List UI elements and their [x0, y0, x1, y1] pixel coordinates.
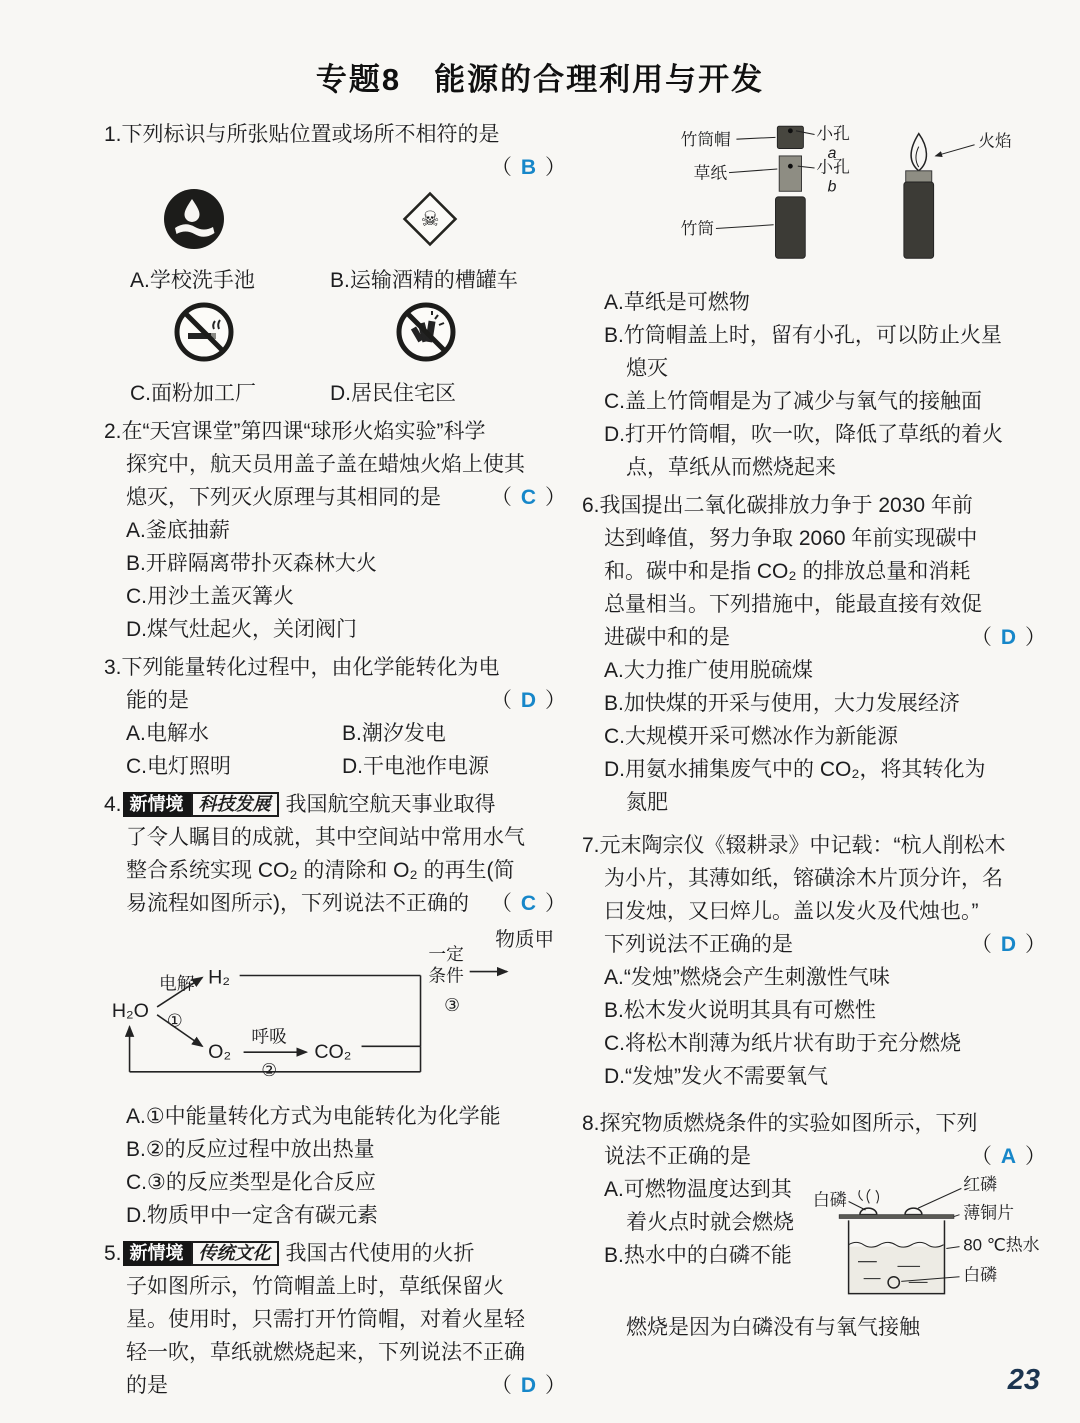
small-hole-a-letter: a [827, 144, 837, 162]
stem-text: 进碳中和的是 [604, 626, 730, 649]
context-badge: 新情境 [123, 792, 191, 817]
option-line: B.松木发火说明其具有可燃性 [604, 999, 876, 1022]
option-line-continued: 氮肥 [626, 791, 668, 814]
stem-line: 7.元末陶宗仪《辍耕录》中记载：“杭人削松木 [582, 834, 1006, 857]
q8-options-and-figure [582, 1173, 1046, 1311]
answer-paren-close: ） [545, 486, 566, 509]
fire-starter-figure [662, 120, 1046, 280]
stem-line: 3.下列能量转化过程中，由化学能转化为电 [104, 656, 500, 679]
stem-line: 子如图所示，竹筒帽盖上时，草纸保留火 [126, 1275, 504, 1298]
white-phosphorus-sample [860, 1208, 877, 1215]
question-1 [104, 118, 566, 410]
stem-line: 达到峰值，努力争取 2060 年前实现碳中 [604, 527, 978, 550]
answer-paren-open: （ [490, 1374, 512, 1397]
combustion-experiment-diagram [811, 1175, 1046, 1307]
option-line-continued: 熄灭 [626, 357, 668, 380]
red-phosphorus-sample [905, 1208, 922, 1215]
flame-label: 火焰 [978, 131, 1012, 151]
small-hole-a-label: 小孔 [816, 124, 850, 144]
answer-letter: C [520, 486, 536, 509]
hot-water-label: 80 ℃热水 [963, 1235, 1040, 1255]
answer-paren-close: ） [545, 156, 566, 179]
answer-letter: D [520, 689, 536, 712]
option-line: B.②的反应过程中放出热量 [126, 1138, 375, 1161]
option-d-label: D.居民住宅区 [330, 382, 456, 405]
option-line: A.釜底抽薪 [126, 519, 230, 542]
h2o-label: H₂O [111, 999, 149, 1022]
condition-label-1: 一定 [428, 943, 464, 964]
step-3-label: ③ [444, 994, 460, 1015]
product-label: 物质甲 [495, 929, 555, 952]
white-phosphorus-label: 白磷 [812, 1190, 847, 1210]
q1-answer-line [104, 151, 566, 184]
stem-line: 轻一吹，草纸就燃烧起来，下列说法不正确 [126, 1341, 525, 1364]
answer-marker [491, 684, 566, 717]
stem-text: 易流程如图所示)，下列说法不正确的 [126, 892, 469, 915]
answer-letter: A [1000, 1145, 1016, 1168]
stem-text: 说法不正确的是 [604, 1145, 751, 1168]
question-5-options [582, 286, 1046, 484]
stem-line: 8.探究物质燃烧条件的实验如图所示，下列 [582, 1112, 978, 1135]
toxic-hazard-diamond-icon [398, 187, 462, 261]
straw-paper-label: 草纸 [693, 163, 728, 183]
co2-label: CO₂ [314, 1041, 352, 1064]
option-line: A.①中能量转化方式为电能转化为化学能 [126, 1105, 501, 1128]
right-column [582, 118, 1046, 1349]
option-line-continued: 燃烧是因为白磷没有与氧气接触 [626, 1316, 920, 1339]
question-7 [582, 829, 1046, 1093]
answer-paren-open: （ [490, 486, 512, 509]
option-d-label: D.干电池作电源 [342, 755, 489, 778]
option-line: D.煤气灶起火，关闭阀门 [126, 618, 357, 641]
answer-paren-open: （ [970, 626, 992, 649]
answer-marker [971, 1140, 1046, 1173]
option-b-label: B.潮汐发电 [342, 722, 446, 745]
q5-header [104, 1237, 566, 1270]
answer-marker [491, 156, 566, 179]
option-line: D.“发烛”发火不需要氧气 [604, 1065, 828, 1088]
answer-paren-close: ） [545, 1374, 566, 1397]
option-line: B.热水中的白磷不能 [604, 1244, 792, 1267]
electrolysis-flow-diagram [104, 925, 566, 1095]
stem-text: 能的是 [126, 689, 189, 712]
question-5 [104, 1237, 566, 1402]
q1-options-row-2 [104, 377, 566, 410]
answer-letter: C [520, 892, 536, 915]
stem-line-with-answer [104, 1369, 566, 1402]
q1-sign-row-2 [104, 300, 566, 374]
answer-paren-close: ） [545, 892, 566, 915]
stem-line-with-answer [582, 928, 1046, 961]
answer-paren-open: （ [490, 892, 512, 915]
option-line: C.将松木削薄为纸片状有助于充分燃烧 [604, 1032, 961, 1055]
answer-paren-open: （ [490, 689, 512, 712]
bamboo-cap-label: 竹筒帽 [680, 129, 731, 149]
stem-text: 下列说法不正确的是 [604, 933, 793, 956]
step-2-label: ② [261, 1059, 278, 1080]
paper-roll-shape [779, 156, 801, 191]
answer-letter: D [1000, 626, 1016, 649]
answer-paren-open: （ [970, 933, 992, 956]
option-a-label: A.电解水 [126, 722, 209, 745]
electrolysis-label: 电解 [159, 973, 195, 994]
stem-line: 探究中，航天员用盖子盖在蜡烛火焰上使其 [126, 453, 525, 476]
option-line: A.草纸是可燃物 [604, 291, 750, 314]
option-line: A.大力推广使用脱硫煤 [604, 659, 813, 682]
question-number: 4. [104, 793, 122, 816]
question-8 [582, 1107, 1046, 1344]
option-line-continued: 点，草纸从而燃烧起来 [626, 456, 836, 479]
stem-line: 为小片，其薄如纸，镕磺涂木片顶分许，名 [604, 867, 1003, 890]
o2-label: O₂ [208, 1041, 232, 1064]
answer-paren-close: ） [1025, 626, 1046, 649]
answer-letter: D [1000, 933, 1016, 956]
option-line: B.加快煤的开采与使用，大力发展经济 [604, 692, 960, 715]
answer-marker [971, 621, 1046, 654]
stem-text: 我国航空航天事业取得 [285, 793, 496, 816]
question-6 [582, 489, 1046, 819]
question-4 [104, 788, 566, 1232]
stem-line: 2.在“天宫课堂”第四课“球形火焰实验”科学 [104, 420, 486, 443]
q3-options-row-2 [104, 750, 566, 783]
q1-sign-row-1 [104, 187, 566, 261]
step-1-label: ① [166, 1010, 183, 1031]
option-line: D.用氨水捕集废气中的 CO₂，将其转化为 [604, 758, 986, 781]
option-line: A.可燃物温度达到其 [604, 1178, 792, 1201]
stem-line-with-answer [582, 621, 1046, 654]
answer-paren-open: （ [970, 1145, 992, 1168]
breathing-label: 呼吸 [251, 1026, 287, 1047]
option-line-continued: 着火点时就会燃烧 [626, 1211, 794, 1234]
flame-shape [911, 134, 926, 171]
stem-line-with-answer [104, 481, 566, 514]
option-line: B.竹筒帽盖上时，留有小孔，可以防止火星 [604, 324, 1002, 347]
stem-text: 熄灭，下列灭火原理与其相同的是 [126, 486, 441, 509]
theme-badge: 科技发展 [191, 792, 279, 817]
question-3 [104, 651, 566, 783]
option-line: C.用沙土盖灭篝火 [126, 585, 294, 608]
option-line: A.“发烛”燃烧会产生刺激性气味 [604, 966, 890, 989]
context-badge: 新情境 [123, 1241, 191, 1266]
answer-letter: B [520, 156, 536, 179]
stem-line: 总量相当。下列措施中，能最直接有效促 [604, 593, 982, 616]
bamboo-tube-label: 竹筒 [680, 219, 715, 239]
stem-line: 了令人瞩目的成就，其中空间站中常用水气 [126, 826, 525, 849]
h2-label: H₂ [208, 966, 231, 989]
no-fireworks-sign-icon [394, 300, 458, 374]
answer-letter: D [520, 1374, 536, 1397]
answer-marker [491, 481, 566, 514]
bamboo-tube-shape [775, 197, 805, 258]
skull-crossbones-glyph: ☠ [420, 208, 440, 231]
stem-line: 曰发烛，又曰焠儿。盖以发火及代烛也。” [604, 900, 979, 923]
answer-paren-open: （ [490, 156, 512, 179]
q4-header [104, 788, 566, 821]
white-phosphorus-underwater-label: 白磷 [963, 1265, 998, 1285]
page-title: 专题8 能源的合理利用与开发 [315, 62, 765, 97]
lit-tube-shape [904, 182, 934, 258]
option-a-label: A.学校洗手池 [130, 269, 255, 292]
option-line: C.盖上竹筒帽是为了减少与氧气的接触面 [604, 390, 982, 413]
question-number: 5. [104, 1242, 122, 1265]
small-hole-b-letter: b [827, 178, 837, 196]
option-line: D.打开竹筒帽，吹一吹，降低了草纸的着火 [604, 423, 1003, 446]
q1-stem: 1.下列标识与所张贴位置或场所不相符的是 [104, 123, 500, 146]
copper-sheet-label: 薄铜片 [963, 1203, 1015, 1223]
small-hole-b-label: 小孔 [816, 157, 850, 177]
page-number: 23 [1007, 1364, 1040, 1396]
red-phosphorus-label: 红磷 [963, 1175, 998, 1195]
no-smoking-sign-icon [172, 300, 236, 374]
question-2 [104, 415, 566, 646]
hand-washing-sign-icon [162, 187, 226, 261]
condition-label-2: 条件 [428, 965, 464, 986]
q1-options-row-1 [104, 264, 566, 297]
option-line: B.开辟隔离带扑灭森林大火 [126, 552, 377, 575]
option-c-label: C.面粉加工厂 [130, 382, 256, 405]
option-line: C.大规模开采可燃冰作为新能源 [604, 725, 898, 748]
option-line: D.物质甲中一定含有碳元素 [126, 1204, 378, 1227]
answer-paren-close: ） [1025, 933, 1046, 956]
stem-line-with-answer [582, 1140, 1046, 1173]
copper-sheet-shape [839, 1215, 954, 1219]
stem-text: 的是 [126, 1374, 168, 1397]
answer-marker [491, 1369, 566, 1402]
stem-line-with-answer [104, 887, 566, 920]
stem-line: 整合系统实现 CO₂ 的清除和 O₂ 的再生(简 [126, 859, 515, 882]
answer-marker [491, 887, 566, 920]
stem-text: 我国古代使用的火折 [285, 1242, 475, 1265]
stem-line: 星。使用时，只需打开竹筒帽，对着火星轻 [126, 1308, 525, 1331]
option-line: C.③的反应类型是化合反应 [126, 1171, 376, 1194]
answer-paren-close: ） [545, 689, 566, 712]
theme-badge: 传统文化 [191, 1241, 279, 1266]
stem-line: 和。碳中和是指 CO₂ 的排放总量和消耗 [604, 560, 971, 583]
left-column [104, 118, 566, 1407]
option-b-label: B.运输酒精的槽罐车 [330, 269, 518, 292]
q3-options-row-1 [104, 717, 566, 750]
answer-paren-close: ） [1025, 1145, 1046, 1168]
stem-line: 6.我国提出二氧化碳排放力争于 2030 年前 [582, 494, 973, 517]
answer-marker [971, 928, 1046, 961]
option-c-label: C.电灯照明 [126, 755, 231, 778]
stem-line-with-answer [104, 684, 566, 717]
